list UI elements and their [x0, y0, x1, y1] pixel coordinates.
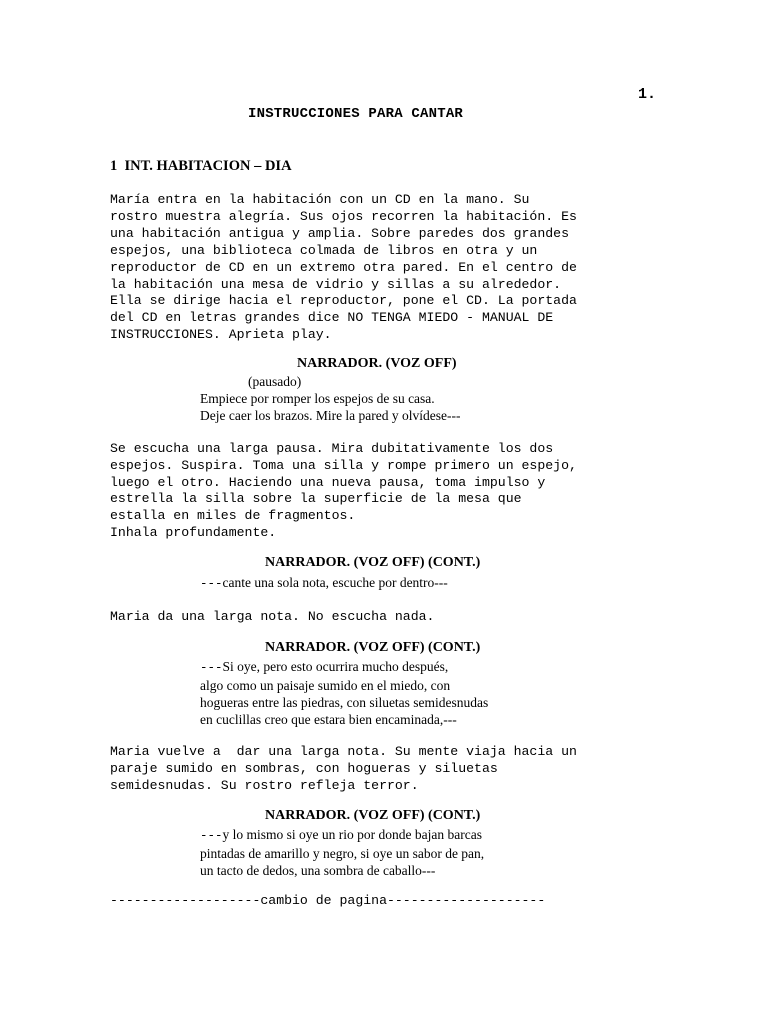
dialogue-line: un tacto de dedos, una sombra de caballo---	[200, 863, 436, 878]
action-line: Maria da una larga nota. No escucha nada.	[110, 609, 435, 624]
dialogue-dash: ---	[200, 577, 223, 591]
page-break-marker: -------------------cambio de pagina--------------------	[110, 893, 546, 908]
dialogue-text: Si oye, pero esto ocurrira mucho después,	[222, 659, 449, 674]
action-line: estrella la silla sobre la superficie de la mesa que	[110, 491, 522, 506]
dialogue-line: pintadas de amarillo y negro, si oye un sabor de pan,	[200, 846, 485, 861]
scene-heading: 1 INT. HABITACION – DIA	[110, 158, 292, 174]
action-line: Se escucha una larga pausa. Mira dubitativamente los dos	[110, 441, 554, 456]
action-line: estalla en miles de fragmentos.	[110, 508, 356, 523]
dialogue-text: cante una sola nota, escuche por dentro---	[222, 575, 448, 590]
action-line: luego el otro. Haciendo una nueva pausa, toma impulso y	[110, 475, 546, 490]
action-line: paraje sumido en sombras, con hogueras y siluetas	[110, 761, 498, 776]
document-title: INSTRUCCIONES PARA CANTAR	[248, 106, 464, 122]
action-line: Inhala profundamente.	[110, 525, 277, 540]
action-line: María entra en la habitación con un CD en la mano. Su	[110, 192, 530, 207]
dialogue-line: Deje caer los brazos. Mire la pared y olvídese---	[200, 408, 461, 423]
action-line: reproductor de CD en un extremo otra pared. En el centro de	[110, 260, 577, 275]
action-line: una habitación antigua y amplia. Sobre paredes dos grandes	[110, 226, 569, 241]
dialogue-line: hogueras entre las piedras, con siluetas semidesnudas	[200, 695, 489, 710]
action-line: semidesnudas. Su rostro refleja terror.	[110, 778, 419, 793]
action-line: del CD en letras grandes dice NO TENGA MIEDO - MANUAL DE	[110, 310, 554, 325]
dialogue-line	[200, 826, 482, 845]
dialogue-dash: ---	[200, 829, 223, 843]
action-line: Maria vuelve a dar una larga nota. Su mente viaja hacia un	[110, 744, 577, 759]
dialogue-line: algo como un paisaje sumido en el miedo, con	[200, 678, 451, 693]
dialogue-line: Empiece por romper los espejos de su casa.	[200, 391, 435, 406]
dialogue-dash: ---	[200, 661, 223, 675]
dialogue-line	[200, 574, 448, 593]
dialogue-line: en cuclillas creo que estara bien encaminada,---	[200, 712, 457, 727]
action-line: espejos. Suspira. Toma una silla y rompe primero un espejo,	[110, 458, 577, 473]
action-line: espejos, una biblioteca colmada de libros en otra y un	[110, 243, 538, 258]
character-name: NARRADOR. (VOZ OFF) (CONT.)	[265, 808, 481, 823]
dialogue-line	[200, 658, 448, 677]
character-name: NARRADOR. (VOZ OFF) (CONT.)	[265, 640, 481, 655]
action-line: la habitación una mesa de vidrio y sillas a su alrededor.	[110, 277, 562, 292]
action-line: INSTRUCCIONES. Aprieta play.	[110, 327, 332, 342]
character-name: NARRADOR. (VOZ OFF)	[297, 356, 457, 371]
action-line: rostro muestra alegría. Sus ojos recorren la habitación. Es	[110, 209, 577, 224]
parenthetical: (pausado)	[248, 374, 302, 389]
page-number: 1.	[638, 86, 657, 103]
action-line: Ella se dirige hacia el reproductor, pone el CD. La portada	[110, 293, 577, 308]
character-name: NARRADOR. (VOZ OFF) (CONT.)	[265, 555, 481, 570]
dialogue-text: y lo mismo si oye un rio por donde bajan barcas	[222, 827, 482, 842]
